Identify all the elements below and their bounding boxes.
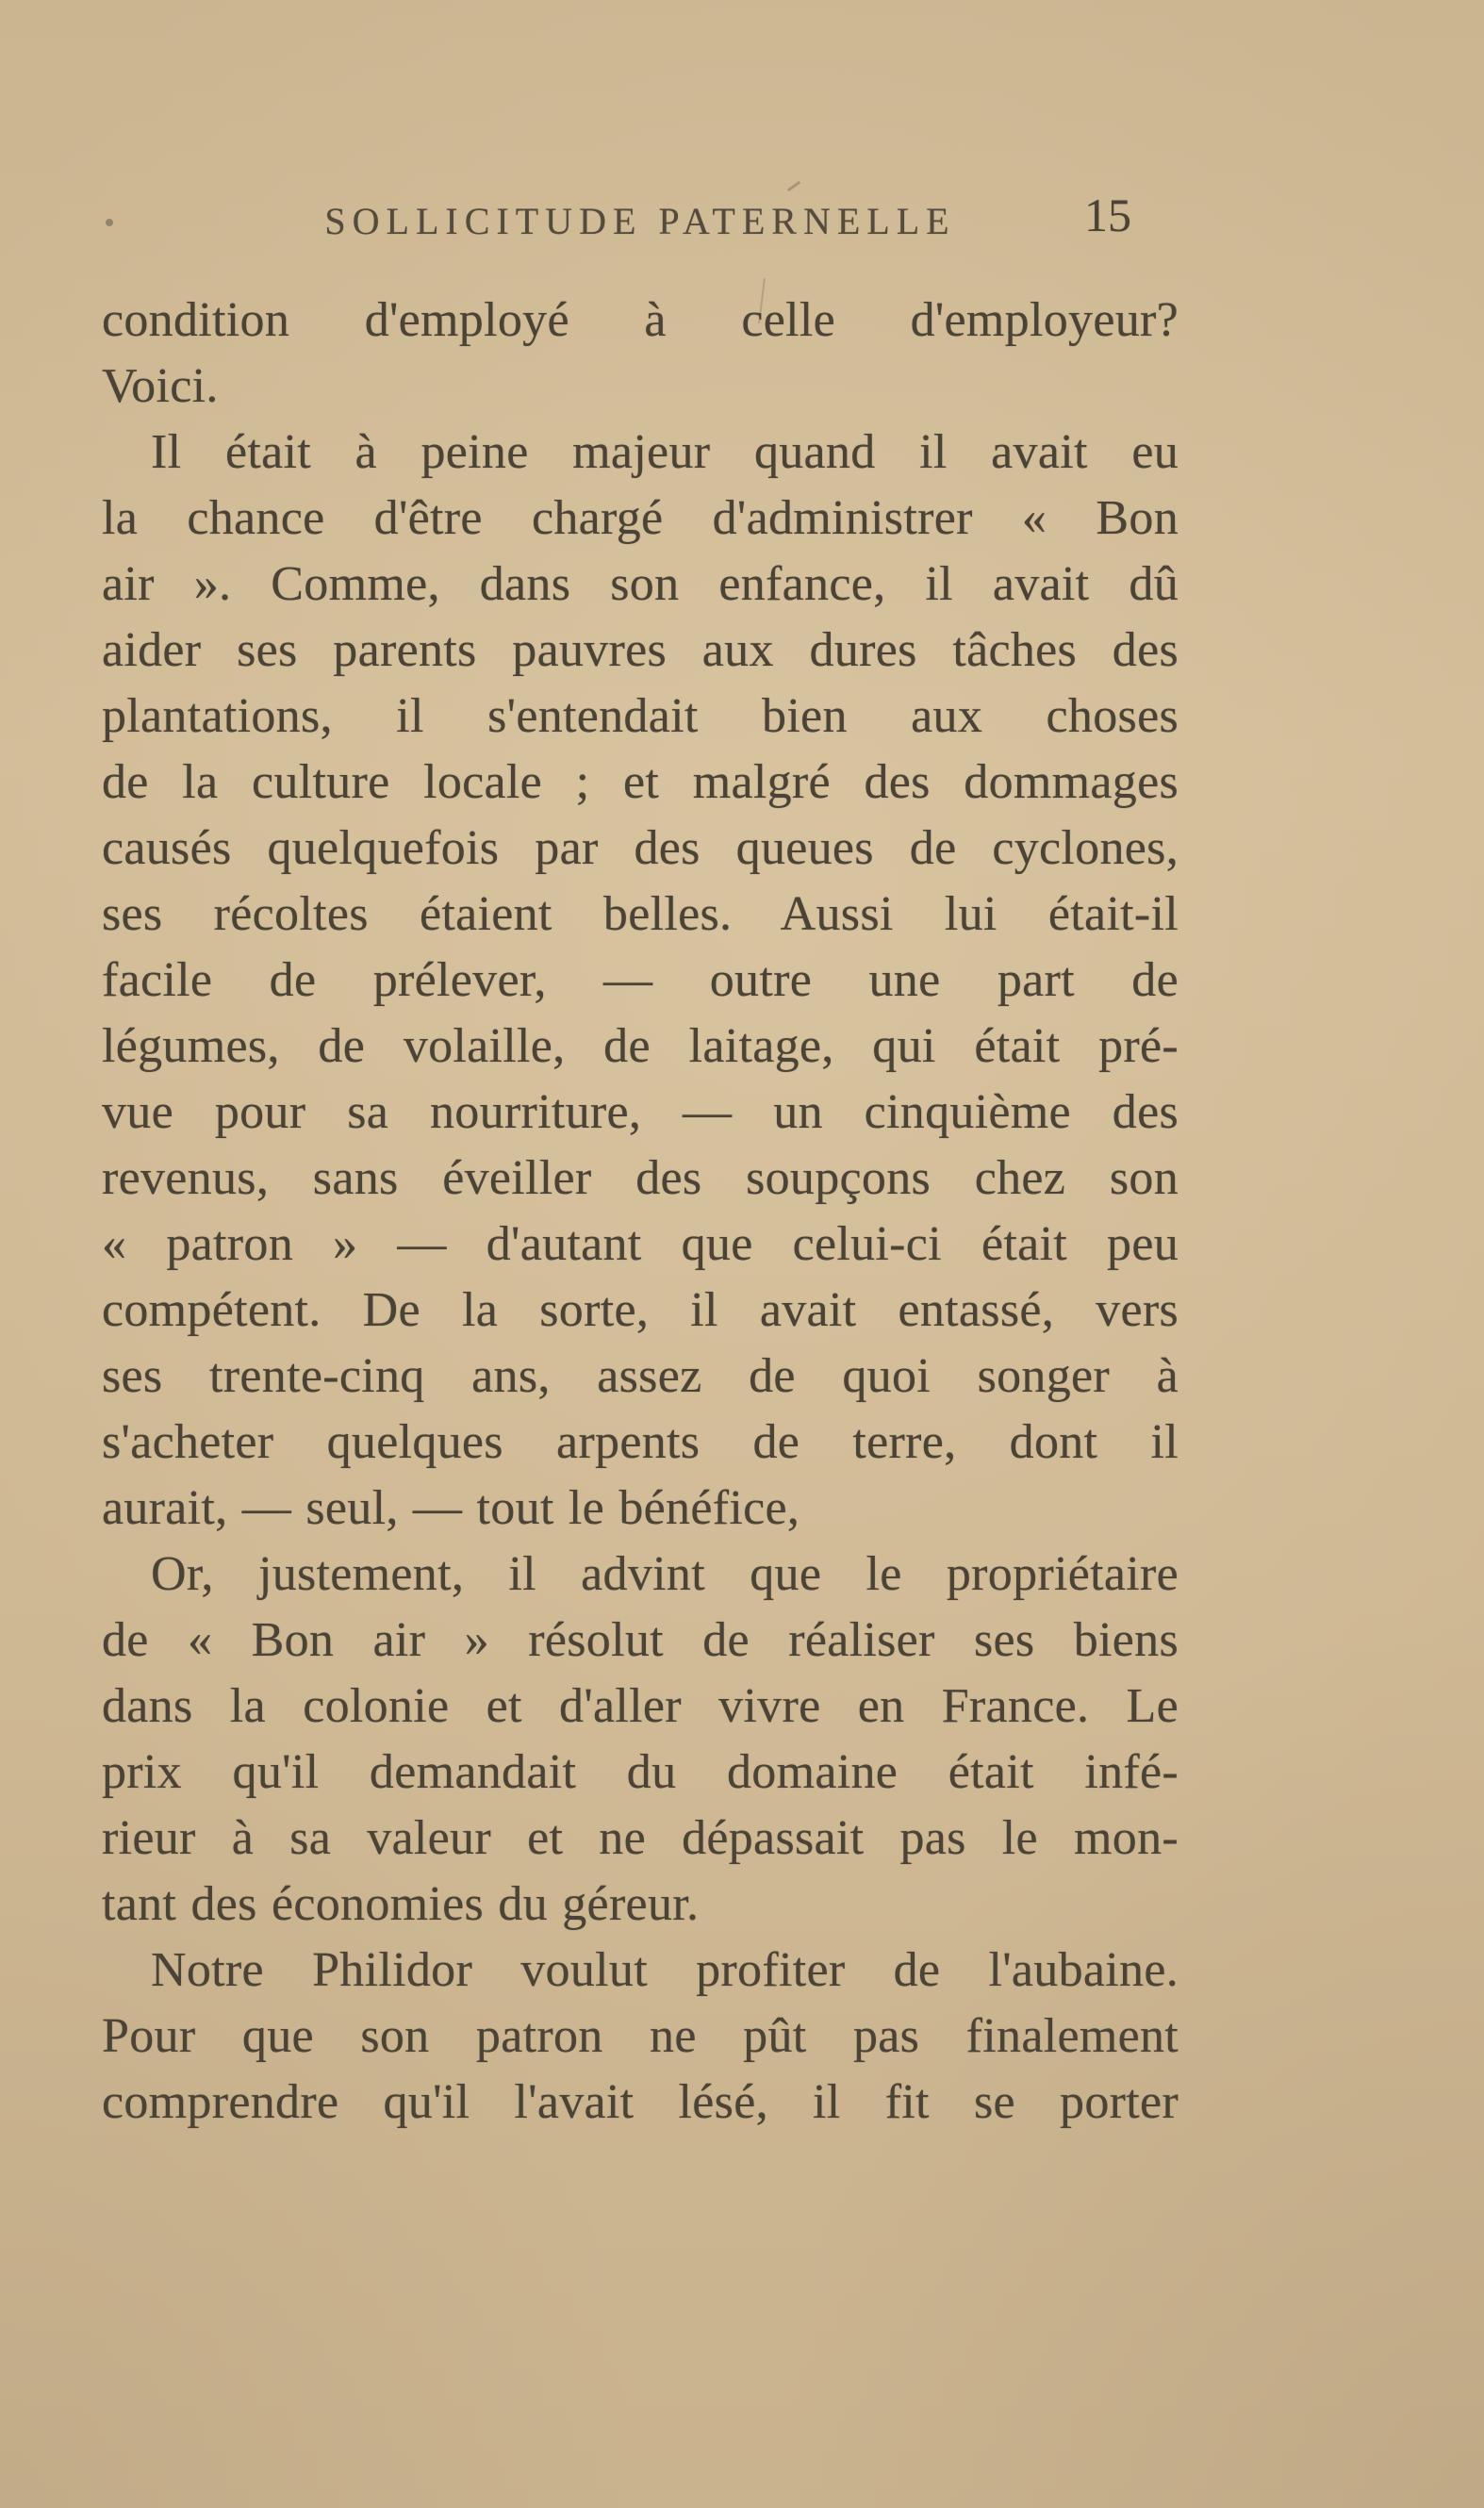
text-line: facile de prélever, — outre une part de [102,953,1179,1007]
text-line: plantations, il s'entendait bien aux choses [102,689,1179,743]
text-line: Notre Philidor voulut profiter de l'aubaine. [151,1943,1179,1997]
text-line: ses trente-cinq ans, assez de quoi songer à [102,1349,1179,1403]
text-line: causés quelquefois par des queues de cyclones, [102,821,1179,875]
running-header [102,189,1179,242]
running-header-title: SOLLICITUDE PATERNELLE [324,200,956,242]
page-text-block [102,189,1179,2136]
text-line: la chance d'être chargé d'administrer « Bon [102,491,1179,545]
text-line: Pour que son patron ne pût pas finalement [102,2009,1179,2063]
text-line: aurait, — seul, — tout le bénéfice, [102,1481,800,1535]
text-line: Il était à peine majeur quand il avait eu [151,425,1179,479]
text-line: prix qu'il demandait du domaine était infé- [102,1745,1179,1799]
text-line: aider ses parents pauvres aux dures tâches des [102,623,1179,677]
page-number: 15 [1084,189,1131,241]
text-line: rieur à sa valeur et ne dépassait pas le mon- [102,1811,1179,1865]
text-line: s'acheter quelques arpents de terre, dont il [102,1415,1179,1469]
text-line: tant des économies du géreur. [102,1877,700,1931]
text-line: Or, justement, il advint que le propriétaire [151,1547,1179,1601]
text-line: « patron » — d'autant que celui-ci était peu [102,1217,1179,1271]
text-line: dans la colonie et d'aller vivre en France. Le [102,1679,1179,1733]
text-line: condition d'employé à celle d'employeur? [102,293,1179,347]
text-line: revenus, sans éveiller des soupçons chez son [102,1151,1179,1205]
scan-artifact-speck [787,181,801,192]
text-line: comprendre qu'il l'avait lésé, il fit se porter [102,2075,1179,2129]
text-line: de la culture locale ; et malgré des dommages [102,755,1179,809]
text-line: légumes, de volaille, de laitage, qui était pré- [102,1019,1179,1073]
text-line: ses récoltes étaient belles. Aussi lui était-il [102,887,1179,941]
text-line: Voici. [102,359,219,413]
text-line: vue pour sa nourriture, — un cinquième des [102,1085,1179,1139]
text-line: de « Bon air » résolut de réaliser ses biens [102,1613,1179,1667]
text-line: compétent. De la sorte, il avait entassé, vers [102,1283,1179,1337]
text-line: air ». Comme, dans son enfance, il avait dû [102,557,1179,611]
page-body-text [102,288,1179,2136]
